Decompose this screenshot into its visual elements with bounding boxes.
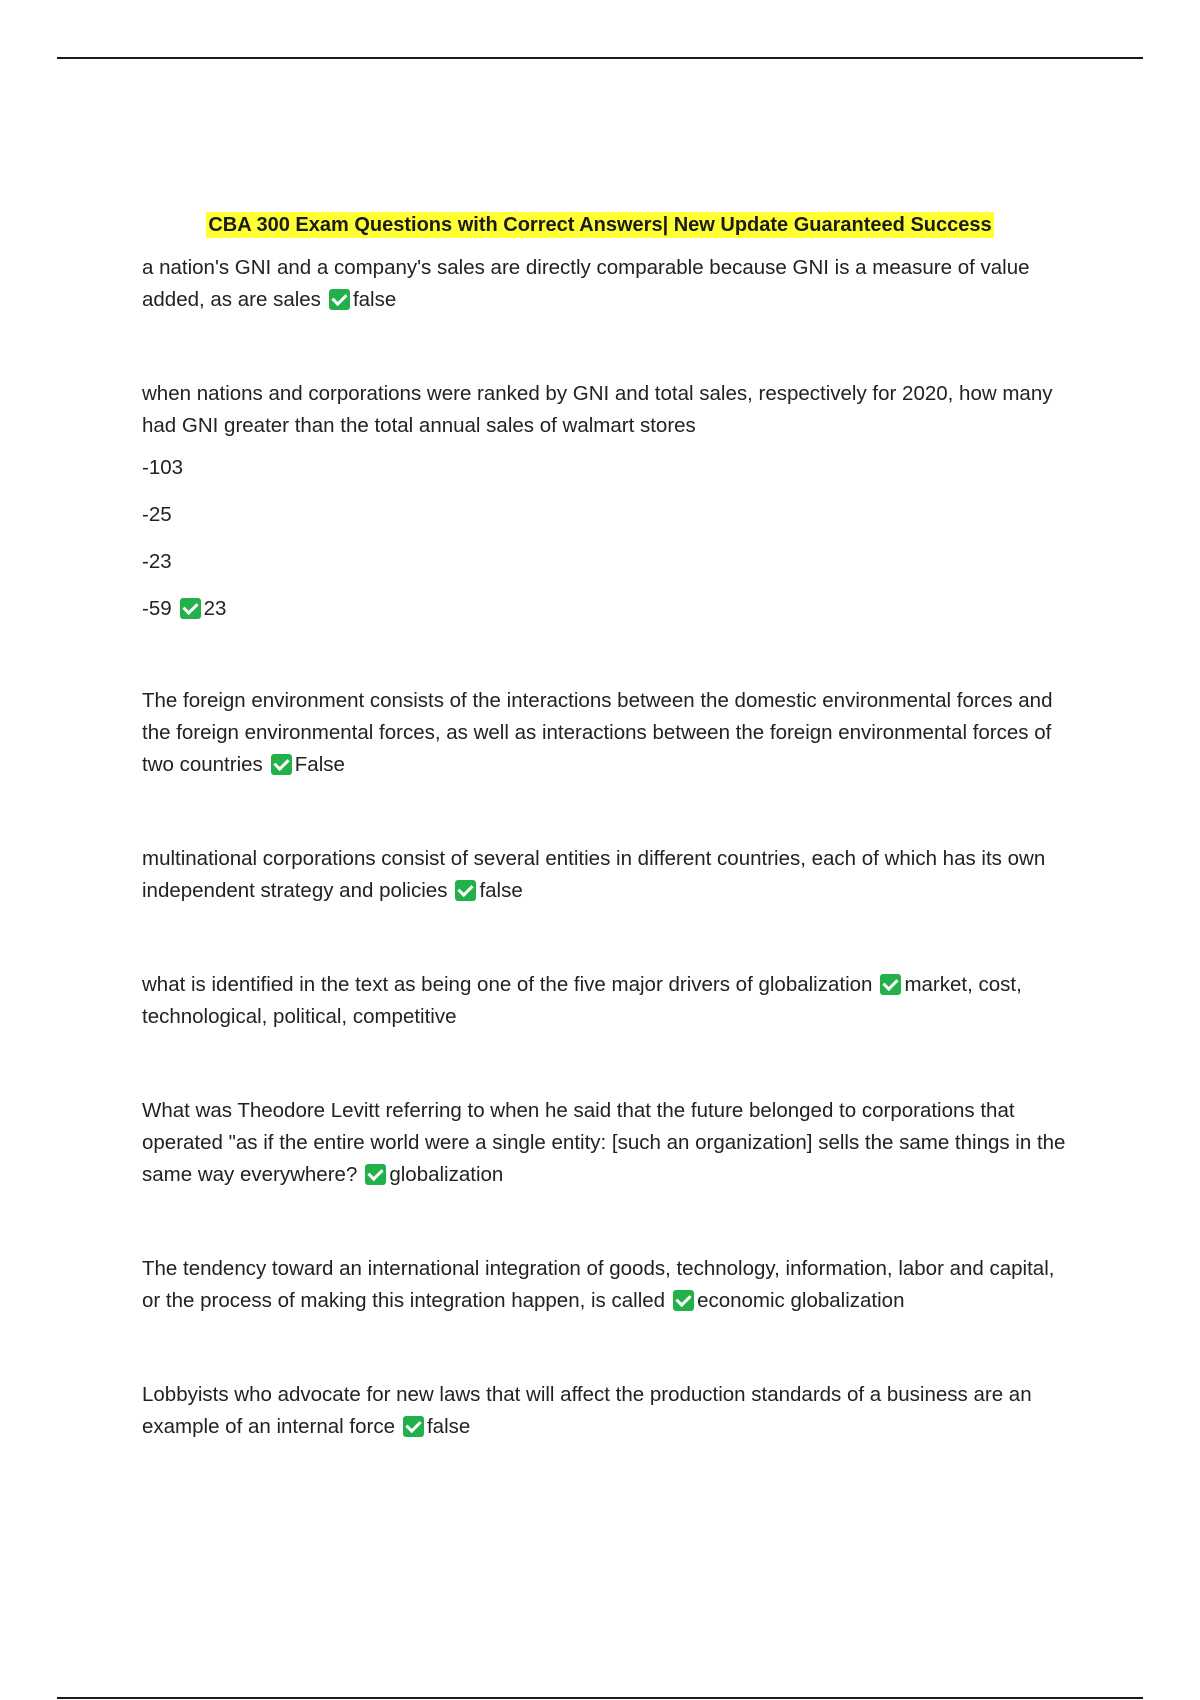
question-text: Lobbyists who advocate for new laws that will affect the production standards of a business are an example of an internal force: [142, 1383, 1032, 1438]
option-item: -23: [142, 550, 172, 573]
check-box-icon: [403, 1416, 424, 1437]
answer-text: false: [479, 879, 523, 902]
document-body: [142, 212, 1072, 1443]
check-box-icon: [365, 1164, 386, 1185]
check-box-icon: [673, 1290, 694, 1311]
answer-text: globalization: [389, 1163, 504, 1186]
question-text: what is identified in the text as being one of the five major drivers of globalization: [142, 973, 873, 996]
answer-text: market, cost, technological, political, competitive: [142, 973, 1022, 1028]
check-box-icon: [271, 754, 292, 775]
question-text: The foreign environment consists of the interactions between the domestic environmental forces and the foreign environmental forces, as well as interactions between the foreign environmental forces of two countries: [142, 689, 1053, 776]
qa-item-3: [142, 685, 1072, 781]
document-title: CBA 300 Exam Questions with Correct Answers| New Update Guaranteed Success: [208, 214, 992, 236]
check-box-icon: [880, 974, 901, 995]
qa-item-4: [142, 843, 1072, 907]
question-text: a nation's GNI and a company's sales are directly comparable because GNI is a measure of value added, as are sales: [142, 256, 1030, 311]
qa-item-7: [142, 1253, 1072, 1317]
answer-text: 23: [203, 597, 227, 620]
title-wrapper: [0, 212, 1200, 238]
options-list: [142, 454, 1072, 623]
option-item-last: [142, 595, 1072, 623]
check-box-icon: [329, 289, 350, 310]
qa-item-6: [142, 1095, 1072, 1191]
question-text: The tendency toward an international integration of goods, technology, information, labor and capital, or the process of making this integration happen, is called: [142, 1257, 1055, 1312]
footer-rule: [57, 1697, 1143, 1699]
qa-item-8: [142, 1379, 1072, 1443]
option-item: -25: [142, 503, 172, 526]
question-text: multinational corporations consist of several entities in different countries, each of which has its own independent strategy and policies: [142, 847, 1046, 902]
qa-item-2: [142, 378, 1072, 623]
question-text: What was Theodore Levitt referring to when he said that the future belonged to corporations that operated "as if the entire world were a single entity: [such an organization] sells the same things in the same way everywhere?: [142, 1099, 1066, 1186]
answer-text: economic globalization: [697, 1289, 905, 1312]
header-rule: [57, 57, 1143, 59]
qa-item-5: [142, 969, 1072, 1033]
answer-text: False: [294, 753, 345, 776]
answer-text: false: [426, 1415, 471, 1438]
question-text: when nations and corporations were ranked by GNI and total sales, respectively for 2020, how many had GNI greater than the total annual sales of walmart stores: [142, 382, 1053, 437]
qa-item-1: [142, 252, 1072, 316]
answer-text: false: [352, 288, 397, 311]
option-text: -59: [142, 597, 172, 620]
check-box-icon: [455, 880, 476, 901]
check-box-icon: [180, 598, 201, 619]
option-item: -103: [142, 456, 184, 479]
